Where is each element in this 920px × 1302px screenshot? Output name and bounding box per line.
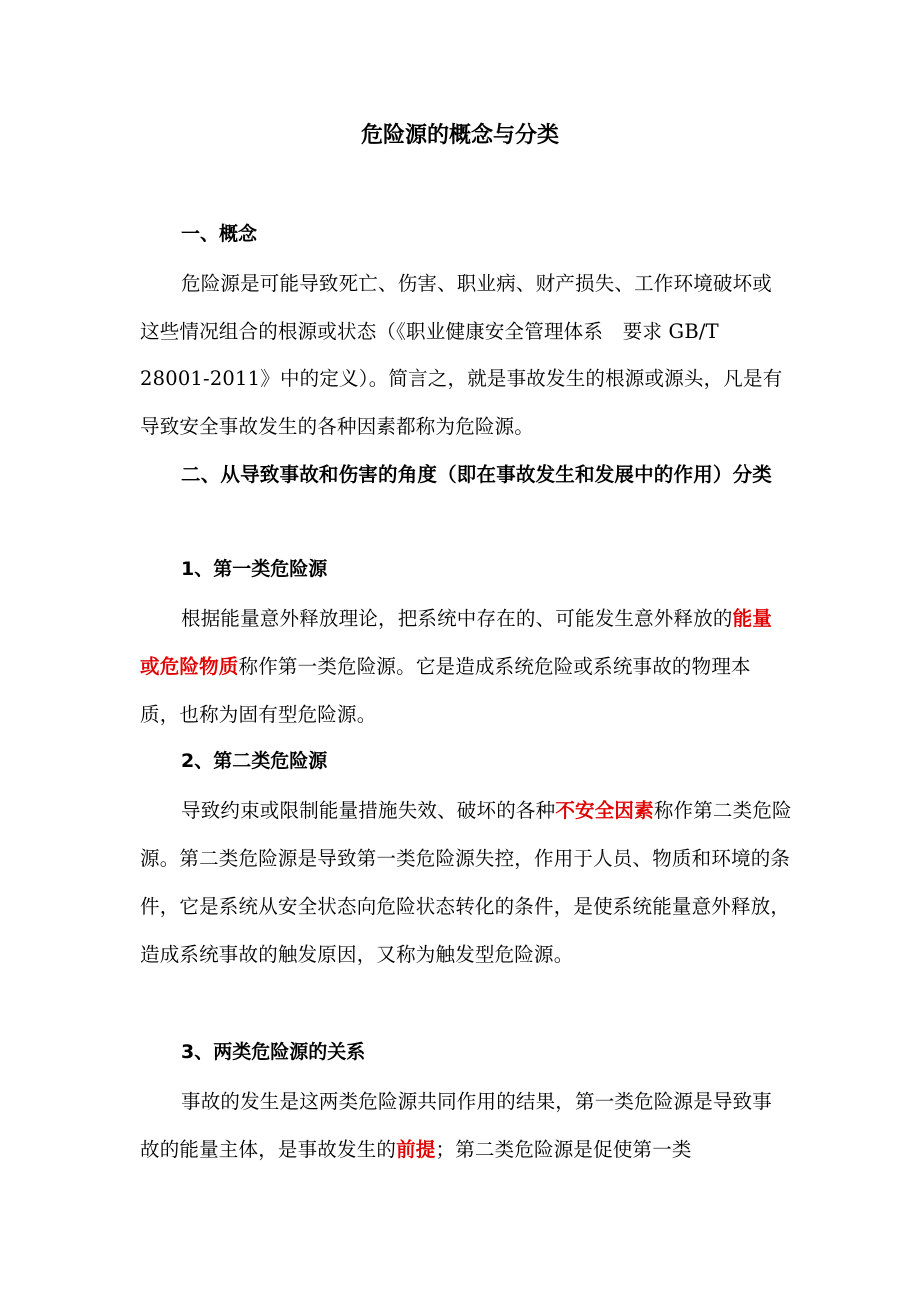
type1-text-before: 根据能量意外释放理论，把系统中存在的、可能发生意外释放的 [181, 607, 733, 630]
subheading-relation: 3、两类危险源的关系 [181, 1041, 366, 1063]
relation-text-after: ；第二类危险源是促使第一类 [435, 1138, 692, 1161]
type1-paragraph [140, 595, 790, 739]
type2-highlight: 不安全因素 [555, 799, 654, 822]
relation-text-before: 事故的发生是这两类危险源共同作用的结果，第一类危险源是导致事故的能量主体，是事故发生的 [140, 1090, 773, 1161]
relation-paragraph [140, 1078, 790, 1174]
concept-paragraph: 危险源是可能导致死亡、伤害、职业病、财产损失、工作环境破坏或这些情况组合的根源或状态（《职业健康安全管理体系 要求 GB/T 28001-2011》中的定义）。简言之，就是事故发生的根源或源头，凡是有导致安全事故发生的各种因素都称为危险源。 [140, 272, 783, 438]
subheading-type2: 2、第二类危险源 [181, 750, 328, 772]
type2-paragraph [140, 787, 800, 979]
type2-text-after: 称作第二类危险源。第二类危险源是导致第一类危险源失控，作用于人员、物质和环境的条件，它是系统从安全状态向危险状态转化的条件，是使系统能量意外释放，造成系统事故的触发原因，又称为触发型危险源。 [140, 799, 792, 966]
relation-highlight: 前提 [396, 1138, 436, 1161]
subheading-type1: 1、第一类危险源 [181, 558, 328, 580]
type1-highlight: 能量或危险物质 [140, 607, 773, 678]
section-heading-concept: 一、概念 [181, 223, 258, 245]
section-heading-classification: 二、从导致事故和伤害的角度（即在事故发生和发展中的作用）分类 [181, 463, 773, 486]
type1-text-after: 称作第一类危险源。它是造成系统危险或系统事故的物理本质，也称为固有型危险源。 [140, 655, 751, 726]
document-title: 危险源的概念与分类 [360, 123, 559, 148]
type2-text-before: 导致约束或限制能量措施失效、破坏的各种 [181, 799, 556, 822]
